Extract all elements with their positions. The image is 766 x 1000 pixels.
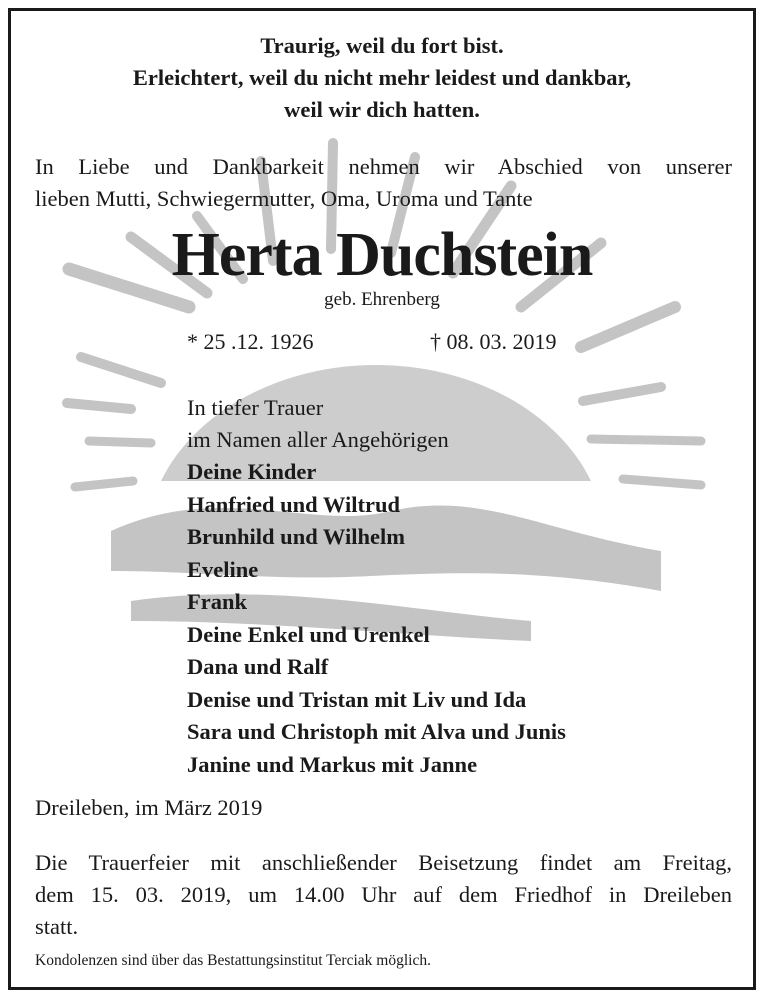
intro-line-1: In Liebe und Dankbarkeit nehmen wir Abschied von unserer [35,154,732,179]
mourner-name: Eveline [187,557,259,582]
mourner-name: Dana und Ralf [187,654,329,679]
motto-line-1: Traurig, weil du fort bist. [260,33,504,58]
obituary-notice [8,8,756,990]
funeral-info-line-1: Die Trauerfeier mit anschließender Beisetzung findet am Freitag, [35,850,732,875]
place-and-date: Dreileben, im März 2019 [35,795,263,820]
mourner-name: Janine und Markus mit Janne [187,752,478,777]
intro-line-2: lieben Mutti, Schwiegermutter, Oma, Uroma und Tante [35,186,533,211]
mourner-name: Deine Kinder [187,459,317,484]
condolence-note: Kondolenzen sind über das Bestattungsinstitut Terciak möglich. [35,952,431,969]
birth-date: * 25 .12. 1926 [187,329,314,354]
mourner-name: Brunhild und Wilhelm [187,524,406,549]
mourner-name: Frank [187,589,248,614]
mourner-name: Sara und Christoph mit Alva und Junis [187,719,566,744]
mourners-intro-line-2: im Namen aller Angehörigen [187,427,449,452]
deceased-name: Herta Duchstein [171,221,593,289]
mourner-name: Hanfried und Wiltrud [187,492,400,517]
motto-line-2: Erleichtert, weil du nicht mehr leidest und dankbar, [132,65,632,90]
motto-line-3: weil wir dich hatten. [284,97,480,122]
maiden-name: geb. Ehrenberg [324,289,440,310]
funeral-info-line-2: dem 15. 03. 2019, um 14.00 Uhr auf dem Friedhof in Dreileben [35,882,732,907]
death-date: † 08. 03. 2019 [430,329,557,354]
mourner-name: Denise und Tristan mit Liv und Ida [187,687,527,712]
mourner-name: Deine Enkel und Urenkel [187,622,430,647]
mourners-intro-line-1: In tiefer Trauer [187,395,324,420]
funeral-info-line-3: statt. [35,914,79,939]
